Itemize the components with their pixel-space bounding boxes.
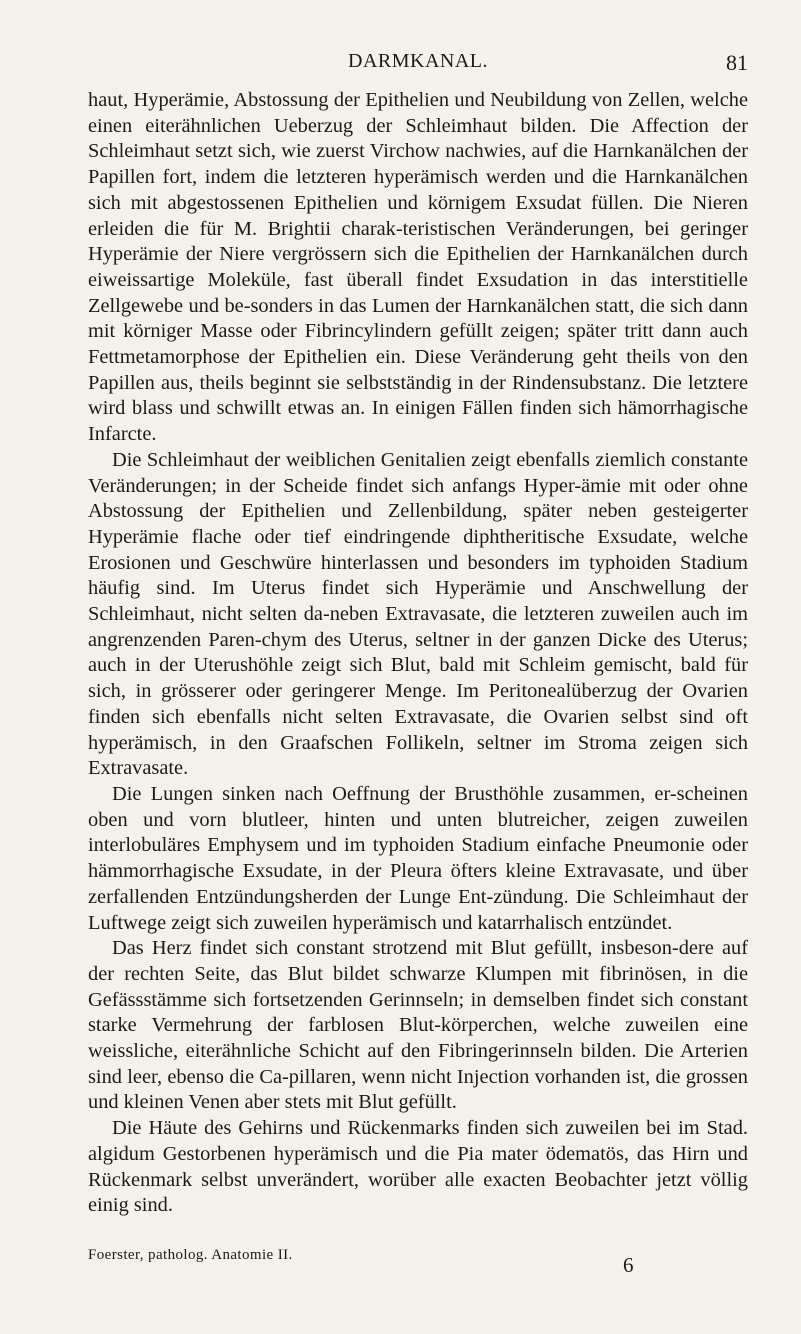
- page-number: 81: [726, 50, 748, 75]
- sheet-number: 6: [623, 1253, 634, 1277]
- paragraph-lungs: Die Lungen sinken nach Oeffnung der Brusthöhle zusammen, er-scheinen oben und vorn blutleer, hinten und unten blutreicher, zeigen zuweilen interlobuläres Emphysem und im typhoiden Stadium einfache Pneumonie oder hämmorrhagische Exsudate, in der Pleura öfters kleine Extravasate, und über zerfallenden Entzündungsherden der Lunge Ent-zündung. Die Schleimhaut der Luftwege zeigt sich zuweilen hyperämisch und katarrhalisch entzündet.: [88, 782, 748, 934]
- signature-line: Foerster, patholog. Anatomie II.: [88, 1247, 293, 1263]
- paragraph-kidney-genitourinary: haut, Hyperämie, Abstossung der Epithelien und Neubildung von Zellen, welche einen eiterähnlichen Ueberzug der Schleimhaut bilden. Die Affection der Schleimhaut setzt sich, wie zuerst Virchow nachwies, auf die Harnkanälchen der Papillen fort, indem die letzteren hyperämisch werden und die Harnkanälchen sich mit abgestossenen Epithelien und körnigem Exsudat füllen. Die Nieren erleiden die für M. Brightii charak-teristischen Veränderungen, bei geringer Hyperämie der Niere vergrössern sich die Epithelien der Harnkanälchen durch eiweissartige Moleküle, fast überall findet Exsudation in das interstitielle Zellgewebe und be-sonders in das Lumen der Harnkanälchen statt, die sich dann mit körniger Masse oder Fibrincylindern gefüllt zeigen; später tritt dann auch Fettmetamorphose der Epithelien ein. Diese Veränderung geht theils von den Papillen aus, theils beginnt sie selbstständig in der Rindensubstanz. Die letztere wird blass und schwillt etwas an. In einigen Fällen finden sich hämorrhagische Infarcte.: [88, 89, 748, 446]
- paragraph-heart: Das Herz findet sich constant strotzend mit Blut gefüllt, insbeson-dere auf der rechten Seite, das Blut bildet schwarze Klumpen mit fibrinösen, in die Gefässstämme sich fortsetzenden Gerinnseln; in demselben findet sich constant starke Vermehrung der farblosen Blut-körperchen, welche zuweilen eine weissliche, eiterähnliche Schicht auf den Fibringerinnseln bilden. Die Arterien sind leer, ebenso die Ca-pillaren, wenn nicht Injection vorhanden ist, die grossen und kleinen Venen aber stets mit Blut gefüllt.: [88, 937, 748, 1114]
- paragraph-brain-spinal-cord: Die Häute des Gehirns und Rückenmarks finden sich zuweilen bei im Stad. algidum Gestorbenen hyperämisch und die Pia mater ödematös, das Hirn und Rückenmark selbst unverändert, worüber alle exacten Beobachter jetzt völlig einig sind.: [88, 1117, 748, 1217]
- page-footer: [88, 1247, 748, 1279]
- paragraph-female-genitals: Die Schleimhaut der weiblichen Genitalien zeigt ebenfalls ziemlich constante Veränderungen; in der Scheide findet sich anfangs Hyper-ämie mit oder ohne Abstossung der Epithelien und Zellenbildung, später neben gesteigerter Hyperämie flache oder tief eindringende diphtheritische Exsudate, welche Erosionen und Geschwüre hinterlassen und besonders im typhoiden Stadium häufig sind. Im Uterus findet sich Hyperämie und Anschwellung der Schleimhaut, nicht selten da-neben Extravasate, die letzteren zuweilen auch im angrenzenden Paren-chym des Uterus, seltner in der ganzen Dicke des Uterus; auch in der Uterushöhle zeigt sich Blut, bald mit Schleim gemischt, bald für sich, in grösserer oder geringerer Menge. Im Peritonealüberzug der Ovarien finden sich ebenfalls nicht selten Extravasate, die Ovarien selbst sind oft hyperämisch, in den Graafschen Follikeln, seltner im Stroma zeigen sich Extravasate.: [88, 448, 748, 780]
- body-text: [88, 88, 748, 1219]
- running-head: [88, 50, 748, 76]
- running-title: DARMKANAL.: [348, 50, 488, 72]
